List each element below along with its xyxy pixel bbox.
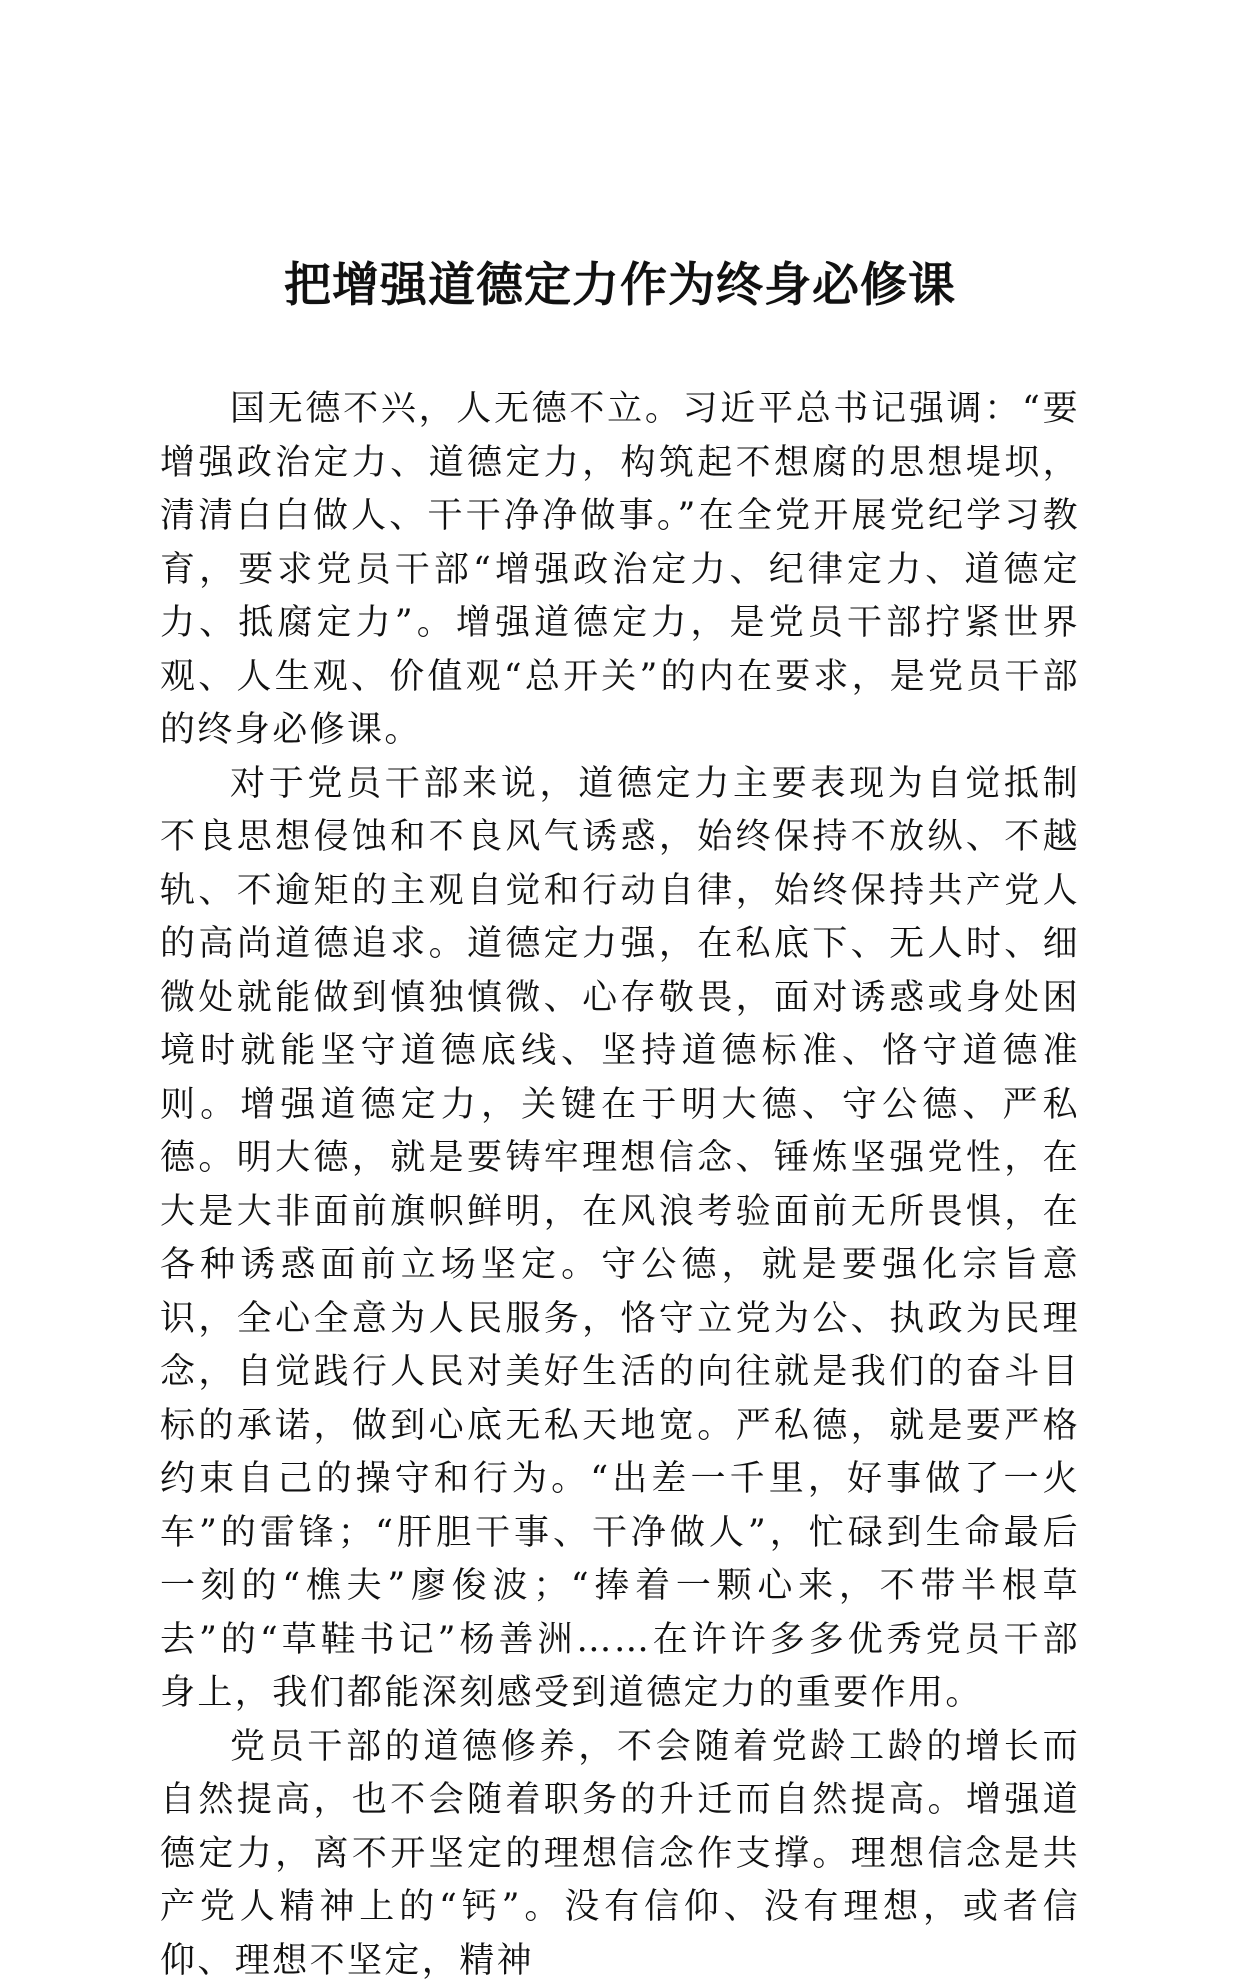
paragraph-1: 国无德不兴，人无德不立。习近平总书记强调：“要增强政治定力、道德定力，构筑起不想腐的思想堤坝，清清白白做人、干干净净做事。”在全党开展党纪学习教育，要求党员干部“增强政治定力、纪律定力、道德定力、抵腐定力”。增强道德定力，是党员干部拧紧世界观、人生观、价值观“总开关”的内在要求，是党员干部的终身必修课。 xyxy=(160,383,1080,758)
document-title: 把增强道德定力作为终身必修课 xyxy=(0,256,1240,316)
paragraph-2: 对于党员干部来说，道德定力主要表现为自觉抵制不良思想侵蚀和不良风气诱惑，始终保持不放纵、不越轨、不逾矩的主观自觉和行动自律，始终保持共产党人的高尚道德追求。道德定力强，在私底下、无人时、细微处就能做到慎独慎微、心存敬畏，面对诱惑或身处困境时就能坚守道德底线、坚持道德标准、恪守道德准则。增强道德定力，关键在于明大德、守公德、严私德。明大德，就是要铸牢理想信念、锤炼坚强党性，在大是大非面前旗帜鲜明，在风浪考验面前无所畏惧，在各种诱惑面前立场坚定。守公德，就是要强化宗旨意识，全心全意为人民服务，恪守立党为公、执政为民理念，自觉践行人民对美好生活的向往就是我们的奋斗目标的承诺，做到心底无私天地宽。严私德，就是要严格约束自己的操守和行为。“出差一千里，好事做了一火车”的雷锋；“肝胆干事、干净做人”，忙碌到生命最后一刻的“樵夫”廖俊波；“捧着一颗心来，不带半根草去”的“草鞋书记”杨善洲……在许许多多优秀党员干部身上，我们都能深刻感受到道德定力的重要作用。 xyxy=(160,758,1080,1721)
paragraph-3: 党员干部的道德修养，不会随着党龄工龄的增长而自然提高，也不会随着职务的升迁而自然提高。增强道德定力，离不开坚定的理想信念作支撑。理想信念是共产党人精神上的“钙”。没有信仰、没有理想，或者信仰、理想不坚定，精神 xyxy=(160,1721,1080,1988)
document-body xyxy=(160,383,1080,1988)
